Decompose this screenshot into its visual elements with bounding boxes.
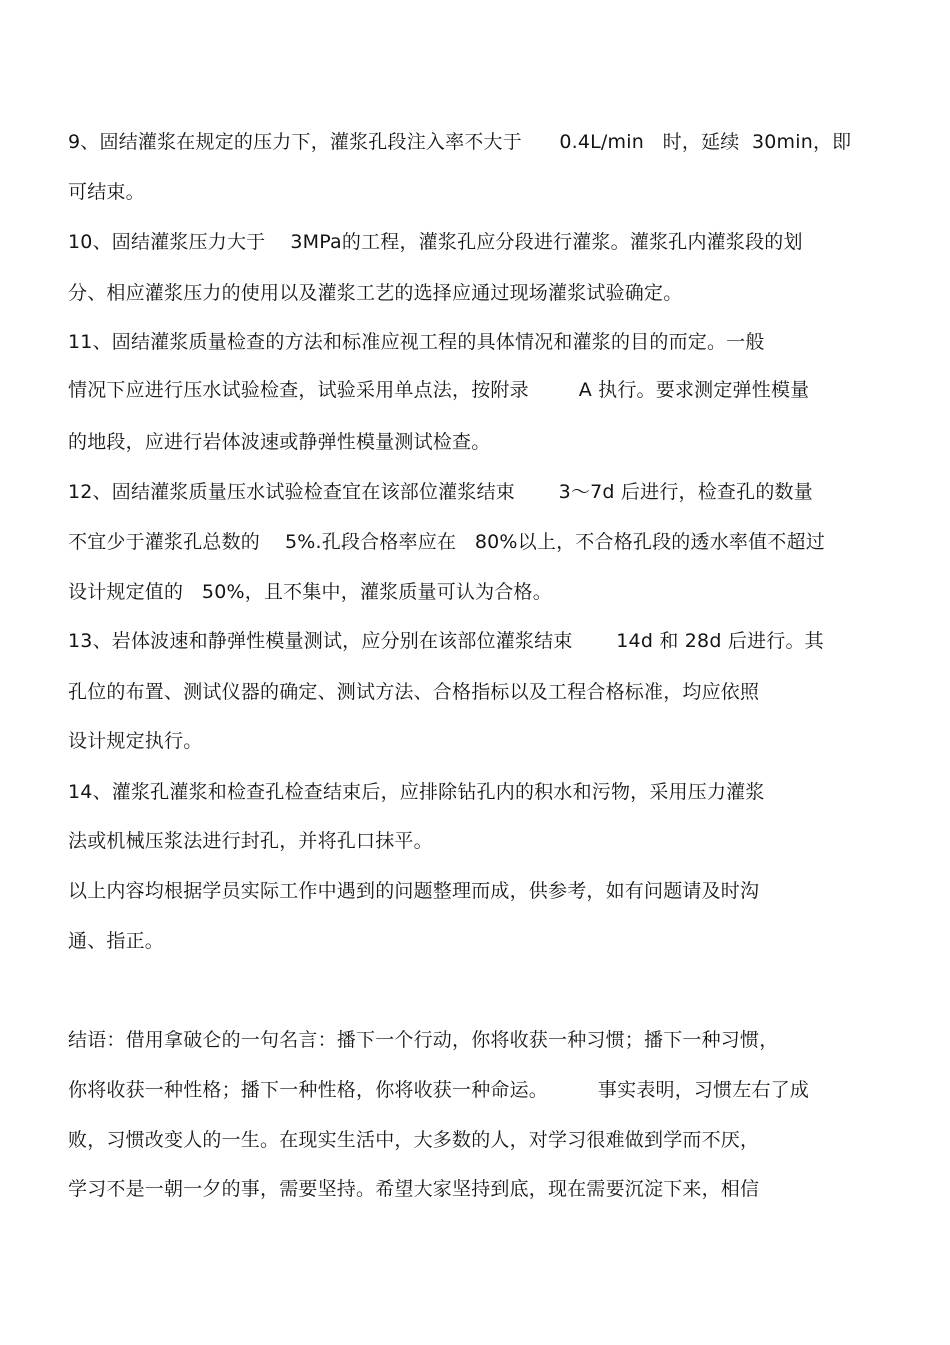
text-line: 孔位的布置、测试仪器的确定、测试方法、合格指标以及工程合格标准，均应依照 (68, 681, 760, 703)
text-line: 学习不是一朝一夕的事，需要坚持。希望大家坚持到底，现在需要沉淀下来，相信 (68, 1178, 760, 1200)
text-line: 的地段，应进行岩体波速或静弹性模量测试检查。 (68, 431, 491, 453)
text-line: 分、相应灌浆压力的使用以及灌浆工艺的选择应通过现场灌浆试验确定。 (68, 282, 683, 304)
text-line: 14、灌浆孔灌浆和检查孔检查结束后，应排除钻孔内的积水和污物，采用压力灌浆 (68, 781, 765, 803)
text-line: 法或机械压浆法进行封孔，并将孔口抹平。 (68, 830, 433, 852)
text-line: 设计规定执行。 (68, 730, 203, 752)
text-line: 情况下应进行压水试验检查，试验采用单点法，按附录 A 执行。要求测定弹性模量 (68, 379, 810, 401)
text-line: 你将收获一种性格；播下一种性格，你将收获一种命运。 事实表明，习惯左右了成 (68, 1079, 810, 1101)
text-line: 10、固结灌浆压力大于 3MPa的工程，灌浆孔应分段进行灌浆。灌浆孔内灌浆段的划 (68, 231, 803, 253)
text-line: 败，习惯改变人的一生。在现实生活中，大多数的人，对学习很难做到学而不厌， (68, 1129, 760, 1151)
text-line: 可结束。 (68, 181, 145, 203)
text-line: 通、指正。 (68, 930, 165, 952)
text-line: 9、固结灌浆在规定的压力下，灌浆孔段注入率不大于 0.4L/min 时，延续 30min，即 (68, 131, 852, 153)
text-line: 13、岩体波速和静弹性模量测试，应分别在该部位灌浆结束 14d 和 28d 后进行。其 (68, 630, 824, 652)
text-line: 设计规定值的 50%，且不集中，灌浆质量可认为合格。 (68, 581, 552, 603)
text-line: 12、固结灌浆质量压水试验检查宜在该部位灌浆结束 3～7d 后进行，检查孔的数量 (68, 481, 813, 503)
text-line: 11、固结灌浆质量检查的方法和标准应视工程的具体情况和灌浆的目的而定。一般 (68, 331, 765, 353)
text-line: 结语：借用拿破仑的一句名言：播下一个行动，你将收获一种习惯；播下一种习惯， (68, 1029, 779, 1051)
text-line: 不宜少于灌浆孔总数的 5%.孔段合格率应在 80%以上，不合格孔段的透水率值不超过 (68, 531, 825, 553)
text-line: 以上内容均根据学员实际工作中遇到的问题整理而成，供参考，如有问题请及时沟 (68, 880, 760, 902)
